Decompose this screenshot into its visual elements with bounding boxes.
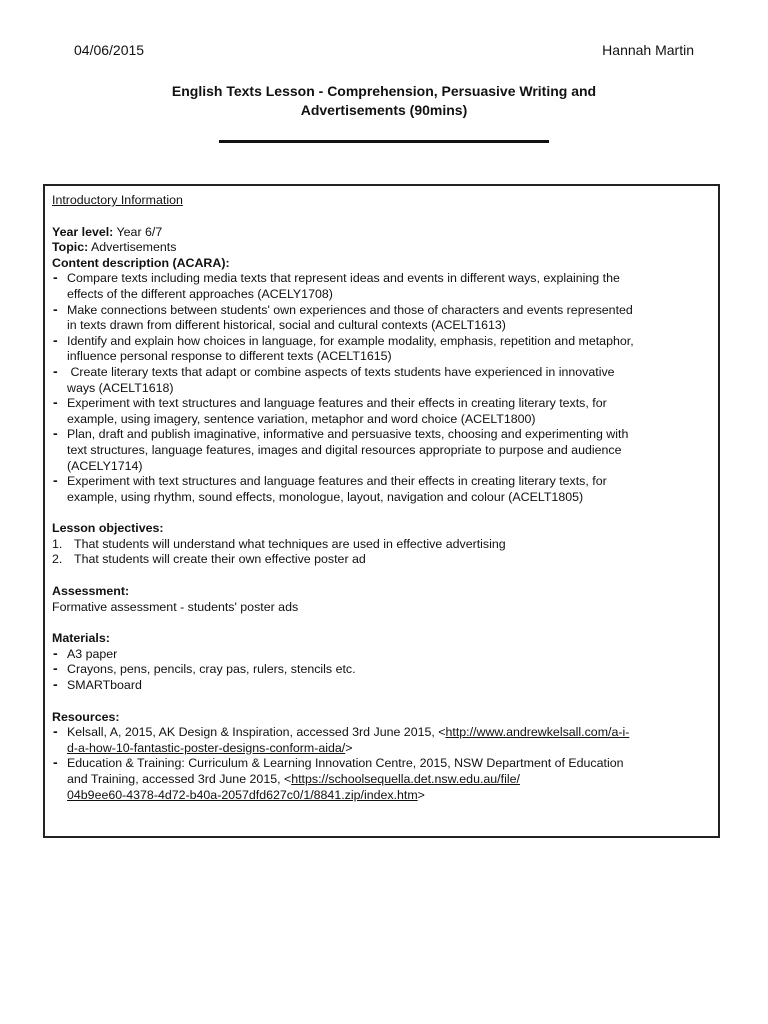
- title-line-2: Advertisements (90mins): [300, 102, 468, 118]
- document-title: [90, 82, 678, 120]
- list-item: - Make connections between students' own experiences and those of characters and events represented in texts drawn from different historical, social and cultural contexts (ACELT1613): [52, 303, 711, 334]
- list-item: - Identify and explain how choices in language, for example modality, emphasis, repetition and metaphor, influence personal response to different texts (ACELT1615): [52, 334, 711, 365]
- resources-list: [52, 725, 711, 803]
- list-item: - Plan, draft and publish imaginative, informative and persuasive texts, choosing and experimenting with text structures, language features, images and digital resources appropriate to purpose and audience (ACELY1714): [52, 427, 711, 474]
- year-level: [52, 225, 711, 241]
- list-item: - Crayons, pens, pencils, cray pas, rulers, stencils etc.: [52, 662, 711, 678]
- content-description-label: Content description (ACARA):: [52, 255, 230, 270]
- resource-link-nsw[interactable]: https://schoolsequella.det.nsw.edu.au/file/: [291, 772, 520, 786]
- header-author: Hannah Martin: [602, 42, 694, 58]
- intro-heading: Introductory Information: [52, 193, 183, 207]
- year-value: Year 6/7: [116, 224, 163, 239]
- objectives-list: [52, 537, 711, 568]
- resource-link-nsw-cont[interactable]: 04b9ee60-4378-4d72-b40a-2057dfd627c0/1/8841.zip/index.htm: [67, 787, 418, 802]
- list-item: - Education & Training: Curriculum & Learning Innovation Centre, 2015, NSW Department of Education and Training, accessed 3rd June 2015, <https://schoolsequella.det.nsw.edu.au/file/ 04b9ee60-4378-4d72-b40a-2057dfd627c0/1/8841.zip/index.htm>: [52, 756, 711, 803]
- list-item: - Kelsall, A, 2015, AK Design & Inspiration, accessed 3rd June 2015, <http://www.andrewkelsall.com/a-i- d-a-how-10-fantastic-poster-designs-conform-aida/>: [52, 725, 711, 756]
- resources-label: Resources:: [52, 709, 120, 724]
- list-item: - Experiment with text structures and language features and their effects in creating literary texts, for example, using rhythm, sound effects, monologue, layout, navigation and colour (ACELT1805): [52, 474, 711, 505]
- topic: [52, 240, 711, 256]
- list-item: - Create literary texts that adapt or combine aspects of texts students have experienced in innovative ways (ACELT1618): [52, 365, 711, 396]
- title-rule: [219, 140, 549, 143]
- lesson-info-box: [43, 184, 720, 838]
- content-description-list: [52, 271, 711, 505]
- header-date: 04/06/2015: [74, 42, 145, 58]
- list-item: - Experiment with text structures and language features and their effects in creating literary texts, for example, using imagery, sentence variation, metaphor and word choice (ACELT1800): [52, 396, 711, 427]
- list-item: - SMARTboard: [52, 678, 711, 694]
- list-item: - A3 paper: [52, 647, 711, 663]
- list-item: - Compare texts including media texts that represent ideas and events in different ways, explaining the effects of the different approaches (ACELY1708): [52, 271, 711, 302]
- materials-list: [52, 647, 711, 694]
- assessment-text: Formative assessment - students' poster ads: [52, 599, 299, 614]
- title-line-1: English Texts Lesson - Comprehension, Persuasive Writing and: [171, 83, 597, 99]
- year-label: Year level:: [52, 224, 114, 239]
- resource-link-kelsall-cont[interactable]: d-a-how-10-fantastic-poster-designs-conform-aida/: [67, 740, 346, 755]
- assessment-label: Assessment:: [52, 584, 130, 599]
- topic-value: Advertisements: [91, 240, 177, 255]
- topic-label: Topic:: [52, 240, 89, 255]
- resource-link-kelsall[interactable]: http://www.andrewkelsall.com/a-i-: [445, 725, 630, 740]
- list-item: 2. That students will create their own effective poster ad: [52, 552, 366, 567]
- materials-label: Materials:: [52, 631, 110, 646]
- list-item: 1. That students will understand what techniques are used in effective advertising: [52, 536, 506, 551]
- objectives-label: Lesson objectives:: [52, 521, 164, 536]
